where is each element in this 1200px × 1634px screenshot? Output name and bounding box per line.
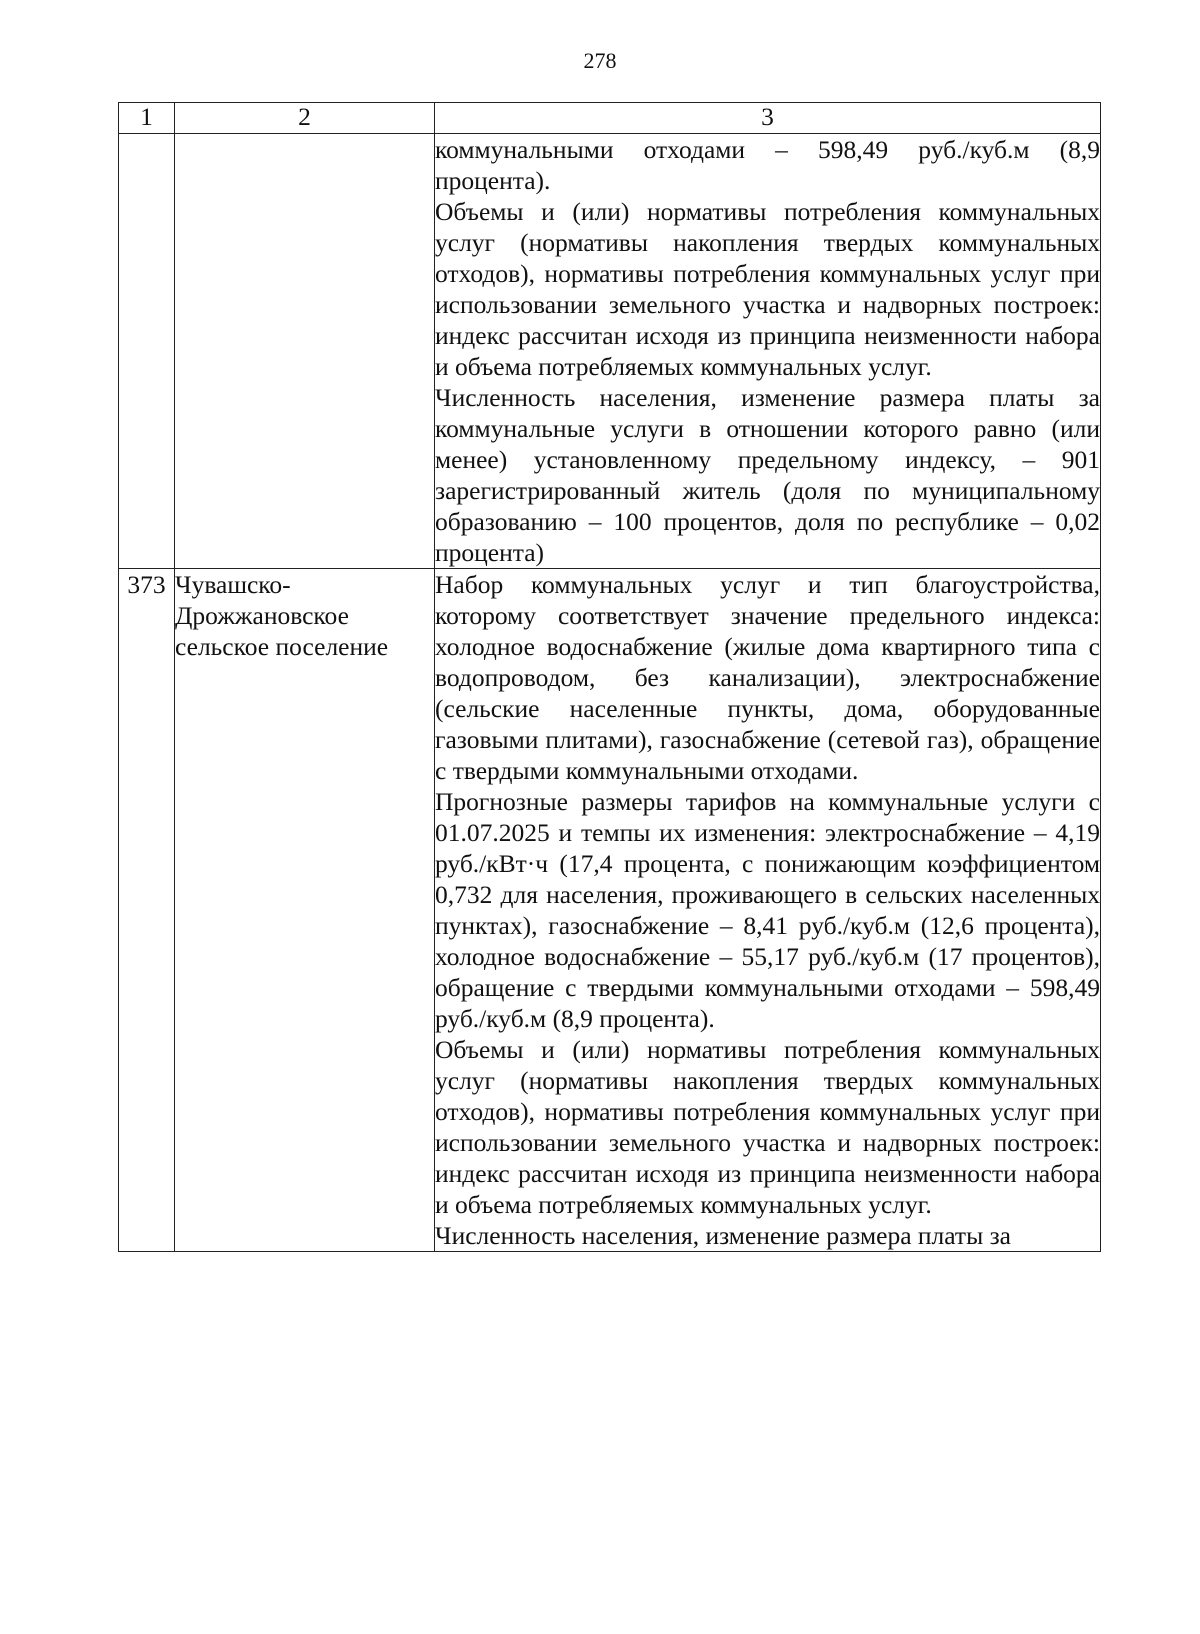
description-paragraph: коммунальными отходами – 598,49 руб./куб.м (8,9 процента). [435,135,1100,195]
settlement-name-cell-empty [175,134,435,569]
description-paragraph: Объемы и (или) нормативы потребления коммунальных услуг (нормативы накопления твердых коммунальных отходов), нормативы потребления коммунальных услуг при использовании земельного участка и надворных построек: индекс рассчитан исходя из принципа неизменности набора и объема потребляемых коммунальных услуг. [435,197,1100,381]
description-paragraph: Численность населения, изменение размера платы за коммунальные услуги в отношении которого равно (или менее) установленному предельному индексу, – 901 зарегистрированный житель (доля по муниципальному образованию – 100 процентов, доля по республике – 0,02 процента) [435,383,1100,567]
description-paragraph: Набор коммунальных услуг и тип благоустройства, которому соответствует значение предельного индекса: холодное водоснабжение (жилые дома квартирного типа с водопроводом, без канализации), электроснабжение (сельские населенные пункты, дома, оборудованные газовыми плитами), газоснабжение (сетевой газ), обращение с твердыми коммунальными отходами. [435,570,1100,785]
table-row-continuation [119,134,1101,569]
row-number-cell-empty [119,134,175,569]
description-paragraph: Объемы и (или) нормативы потребления коммунальных услуг (нормативы накопления твердых коммунальных отходов), нормативы потребления коммунальных услуг при использовании земельного участка и надворных построек: индекс рассчитан исходя из принципа неизменности набора и объема потребляемых коммунальных услуг. [435,1035,1100,1219]
column-header-2: 2 [175,103,435,134]
settlement-name-line: Чувашско- [175,570,291,599]
description-paragraph: Прогнозные размеры тарифов на коммунальные услуги с 01.07.2025 и темпы их изменения: электроснабжение – 4,19 руб./кВт·ч (17,4 процента, с понижающим коэффициентом 0,732 для населения, проживающего в сельских населенных пунктах), газоснабжение – 8,41 руб./куб.м (12,6 процента), холодное водоснабжение – 55,17 руб./куб.м (17 процентов), обращение с твердыми коммунальными отходами – 598,49 руб./куб.м (8,9 процента). [435,787,1100,1033]
table-row-373 [119,569,1101,1252]
description-cell [435,134,1101,569]
settlement-name-cell [175,569,435,1252]
tariff-table [118,102,1101,1252]
settlement-name-line: сельское поселение [175,632,389,661]
row-number-cell: 373 [119,569,175,1252]
column-header-1: 1 [119,103,175,134]
page-number: 278 [583,48,617,73]
settlement-name-line: Дрожжановское [175,601,349,630]
table-header-row [119,103,1101,134]
column-header-3: 3 [435,103,1101,134]
description-paragraph: Численность населения, изменение размера платы за [435,1221,1011,1250]
description-cell [435,569,1101,1252]
